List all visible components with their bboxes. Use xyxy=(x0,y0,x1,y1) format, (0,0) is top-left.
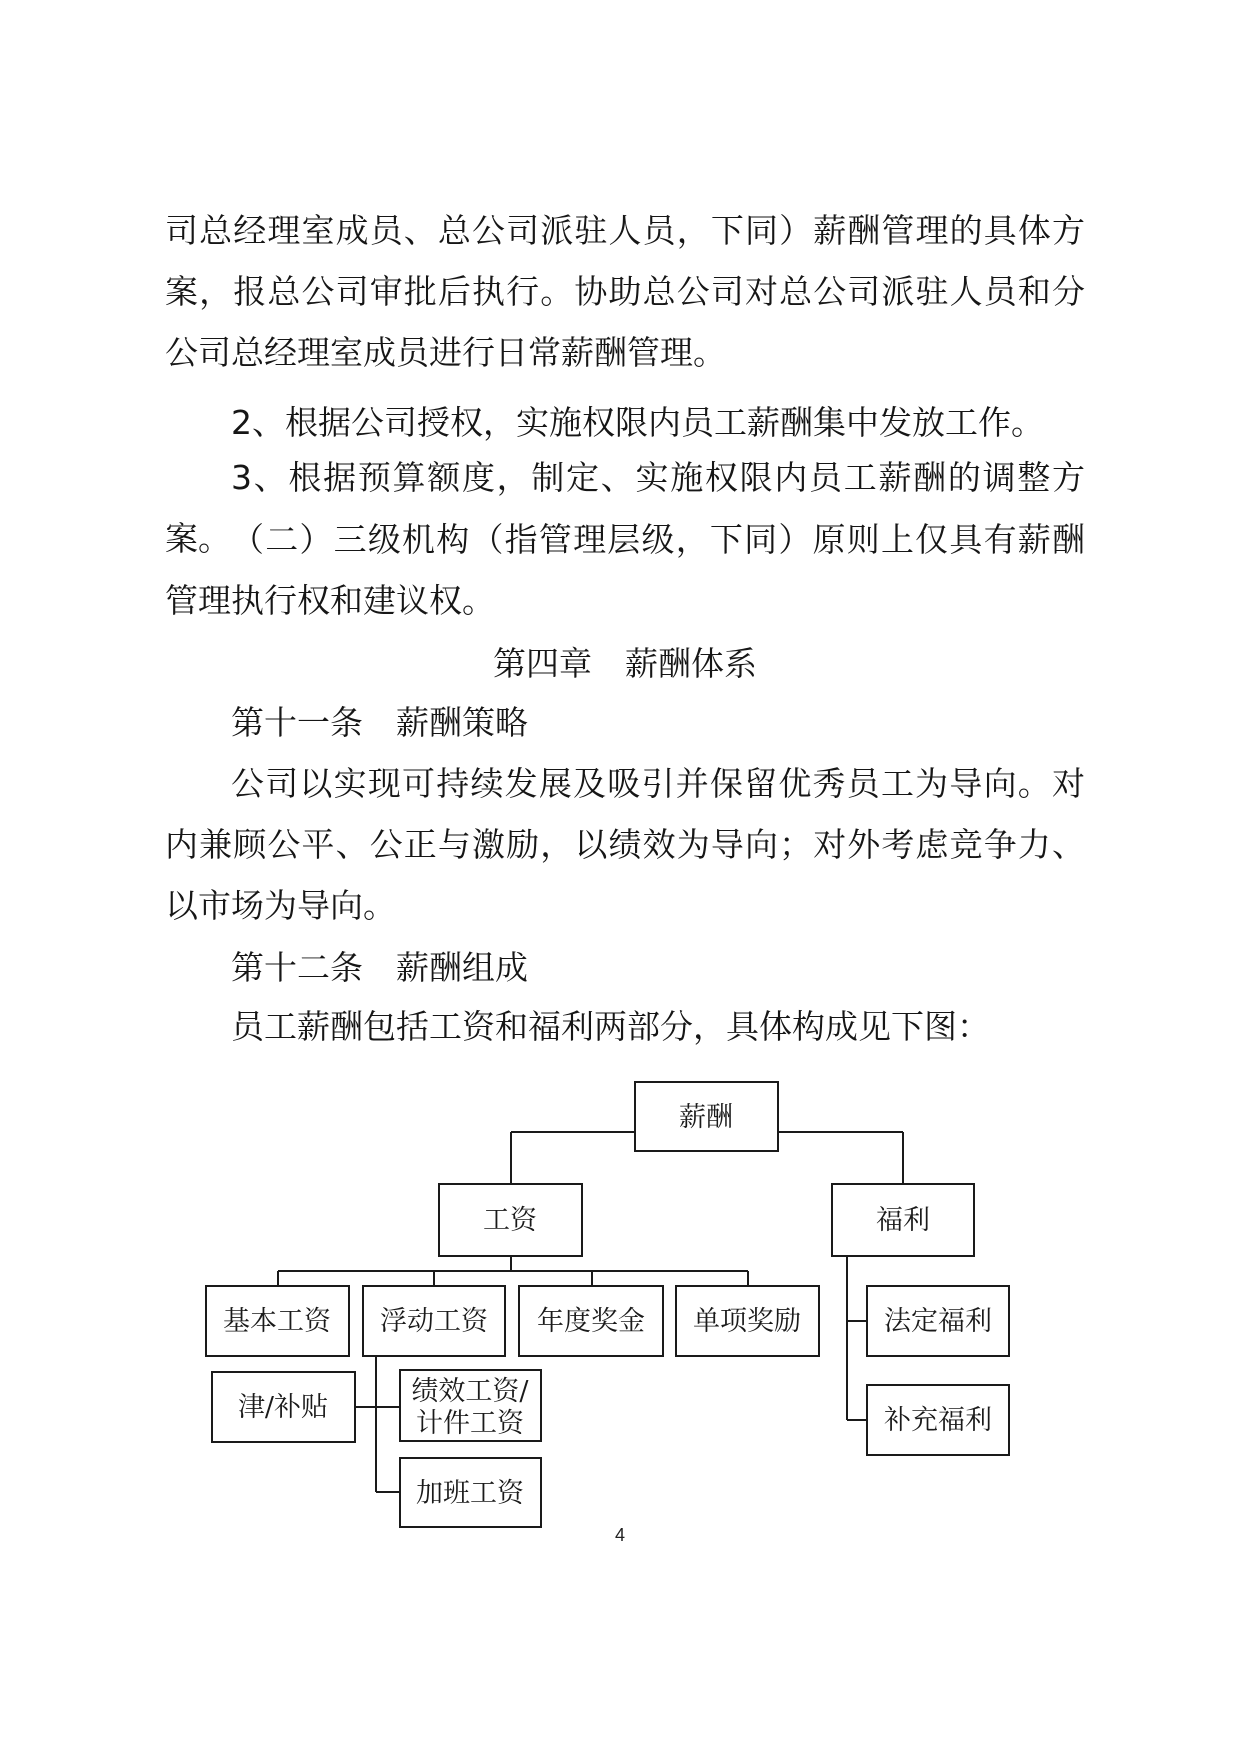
node-supplementary-benefits-label: 补充福利 xyxy=(884,1405,992,1436)
node-floating-wage xyxy=(363,1286,505,1356)
paragraph-salary-composition: 员工薪酬包括工资和福利两部分，具体构成见下图： xyxy=(231,1007,990,1046)
node-supplementary-benefits xyxy=(867,1385,1009,1455)
node-basic-wage-label: 基本工资 xyxy=(223,1306,331,1337)
node-basic-wage xyxy=(206,1286,349,1356)
node-annual-bonus-label: 年度奖金 xyxy=(537,1306,645,1337)
node-allowance xyxy=(212,1372,355,1442)
node-allowance-label: 津/补贴 xyxy=(237,1392,329,1423)
node-annual-bonus xyxy=(519,1286,663,1356)
node-benefits xyxy=(832,1184,974,1256)
paragraph-item-2: 2、根据公司授权，实施权限内员工薪酬集中发放工作。 xyxy=(231,403,1044,442)
chapter-title: 第四章 薪酬体系 xyxy=(493,644,757,683)
page-number: 4 xyxy=(614,1525,625,1545)
node-benefits-label: 福利 xyxy=(876,1205,930,1236)
node-performance-wage-label-line2: 计件工资 xyxy=(416,1408,524,1439)
paragraph-salary-strategy: 公司以实现可持续发展及吸引并保留优秀员工为导向。对内兼顾公平、公正与激励，以绩效为导向；对外考虑竞争力、以市场为导向。 xyxy=(165,764,1085,925)
node-salary-label: 薪酬 xyxy=(679,1102,733,1133)
article-11-title: 第十一条 薪酬策略 xyxy=(231,703,528,742)
node-salary xyxy=(635,1082,778,1151)
node-floating-wage-label: 浮动工资 xyxy=(380,1306,488,1337)
node-statutory-benefits xyxy=(867,1286,1009,1356)
node-wages-label: 工资 xyxy=(483,1205,537,1236)
node-wages xyxy=(439,1184,582,1256)
node-performance-wage xyxy=(400,1370,541,1441)
paragraph-item-3: 3、根据预算额度，制定、实施权限内员工薪酬的调整方案。 xyxy=(165,458,1085,558)
paragraph-management-scheme: 司总经理室成员、总公司派驻人员，下同）薪酬管理的具体方案，报总公司审批后执行。协助总公司对总公司派驻人员和分公司总经理室成员进行日常薪酬管理。 xyxy=(165,211,1085,372)
article-12-title: 第十二条 薪酬组成 xyxy=(231,948,528,987)
node-special-award xyxy=(676,1286,819,1356)
paragraph-third-level: （二）三级机构（指管理层级，下同）原则上仅具有薪酬管理执行权和建议权。 xyxy=(165,520,1085,620)
node-performance-wage-label-line1: 绩效工资/ xyxy=(411,1376,529,1407)
node-special-award-label: 单项奖励 xyxy=(693,1306,801,1337)
node-overtime-wage-label: 加班工资 xyxy=(416,1478,524,1509)
node-overtime-wage xyxy=(400,1458,541,1527)
node-statutory-benefits-label: 法定福利 xyxy=(884,1306,992,1337)
